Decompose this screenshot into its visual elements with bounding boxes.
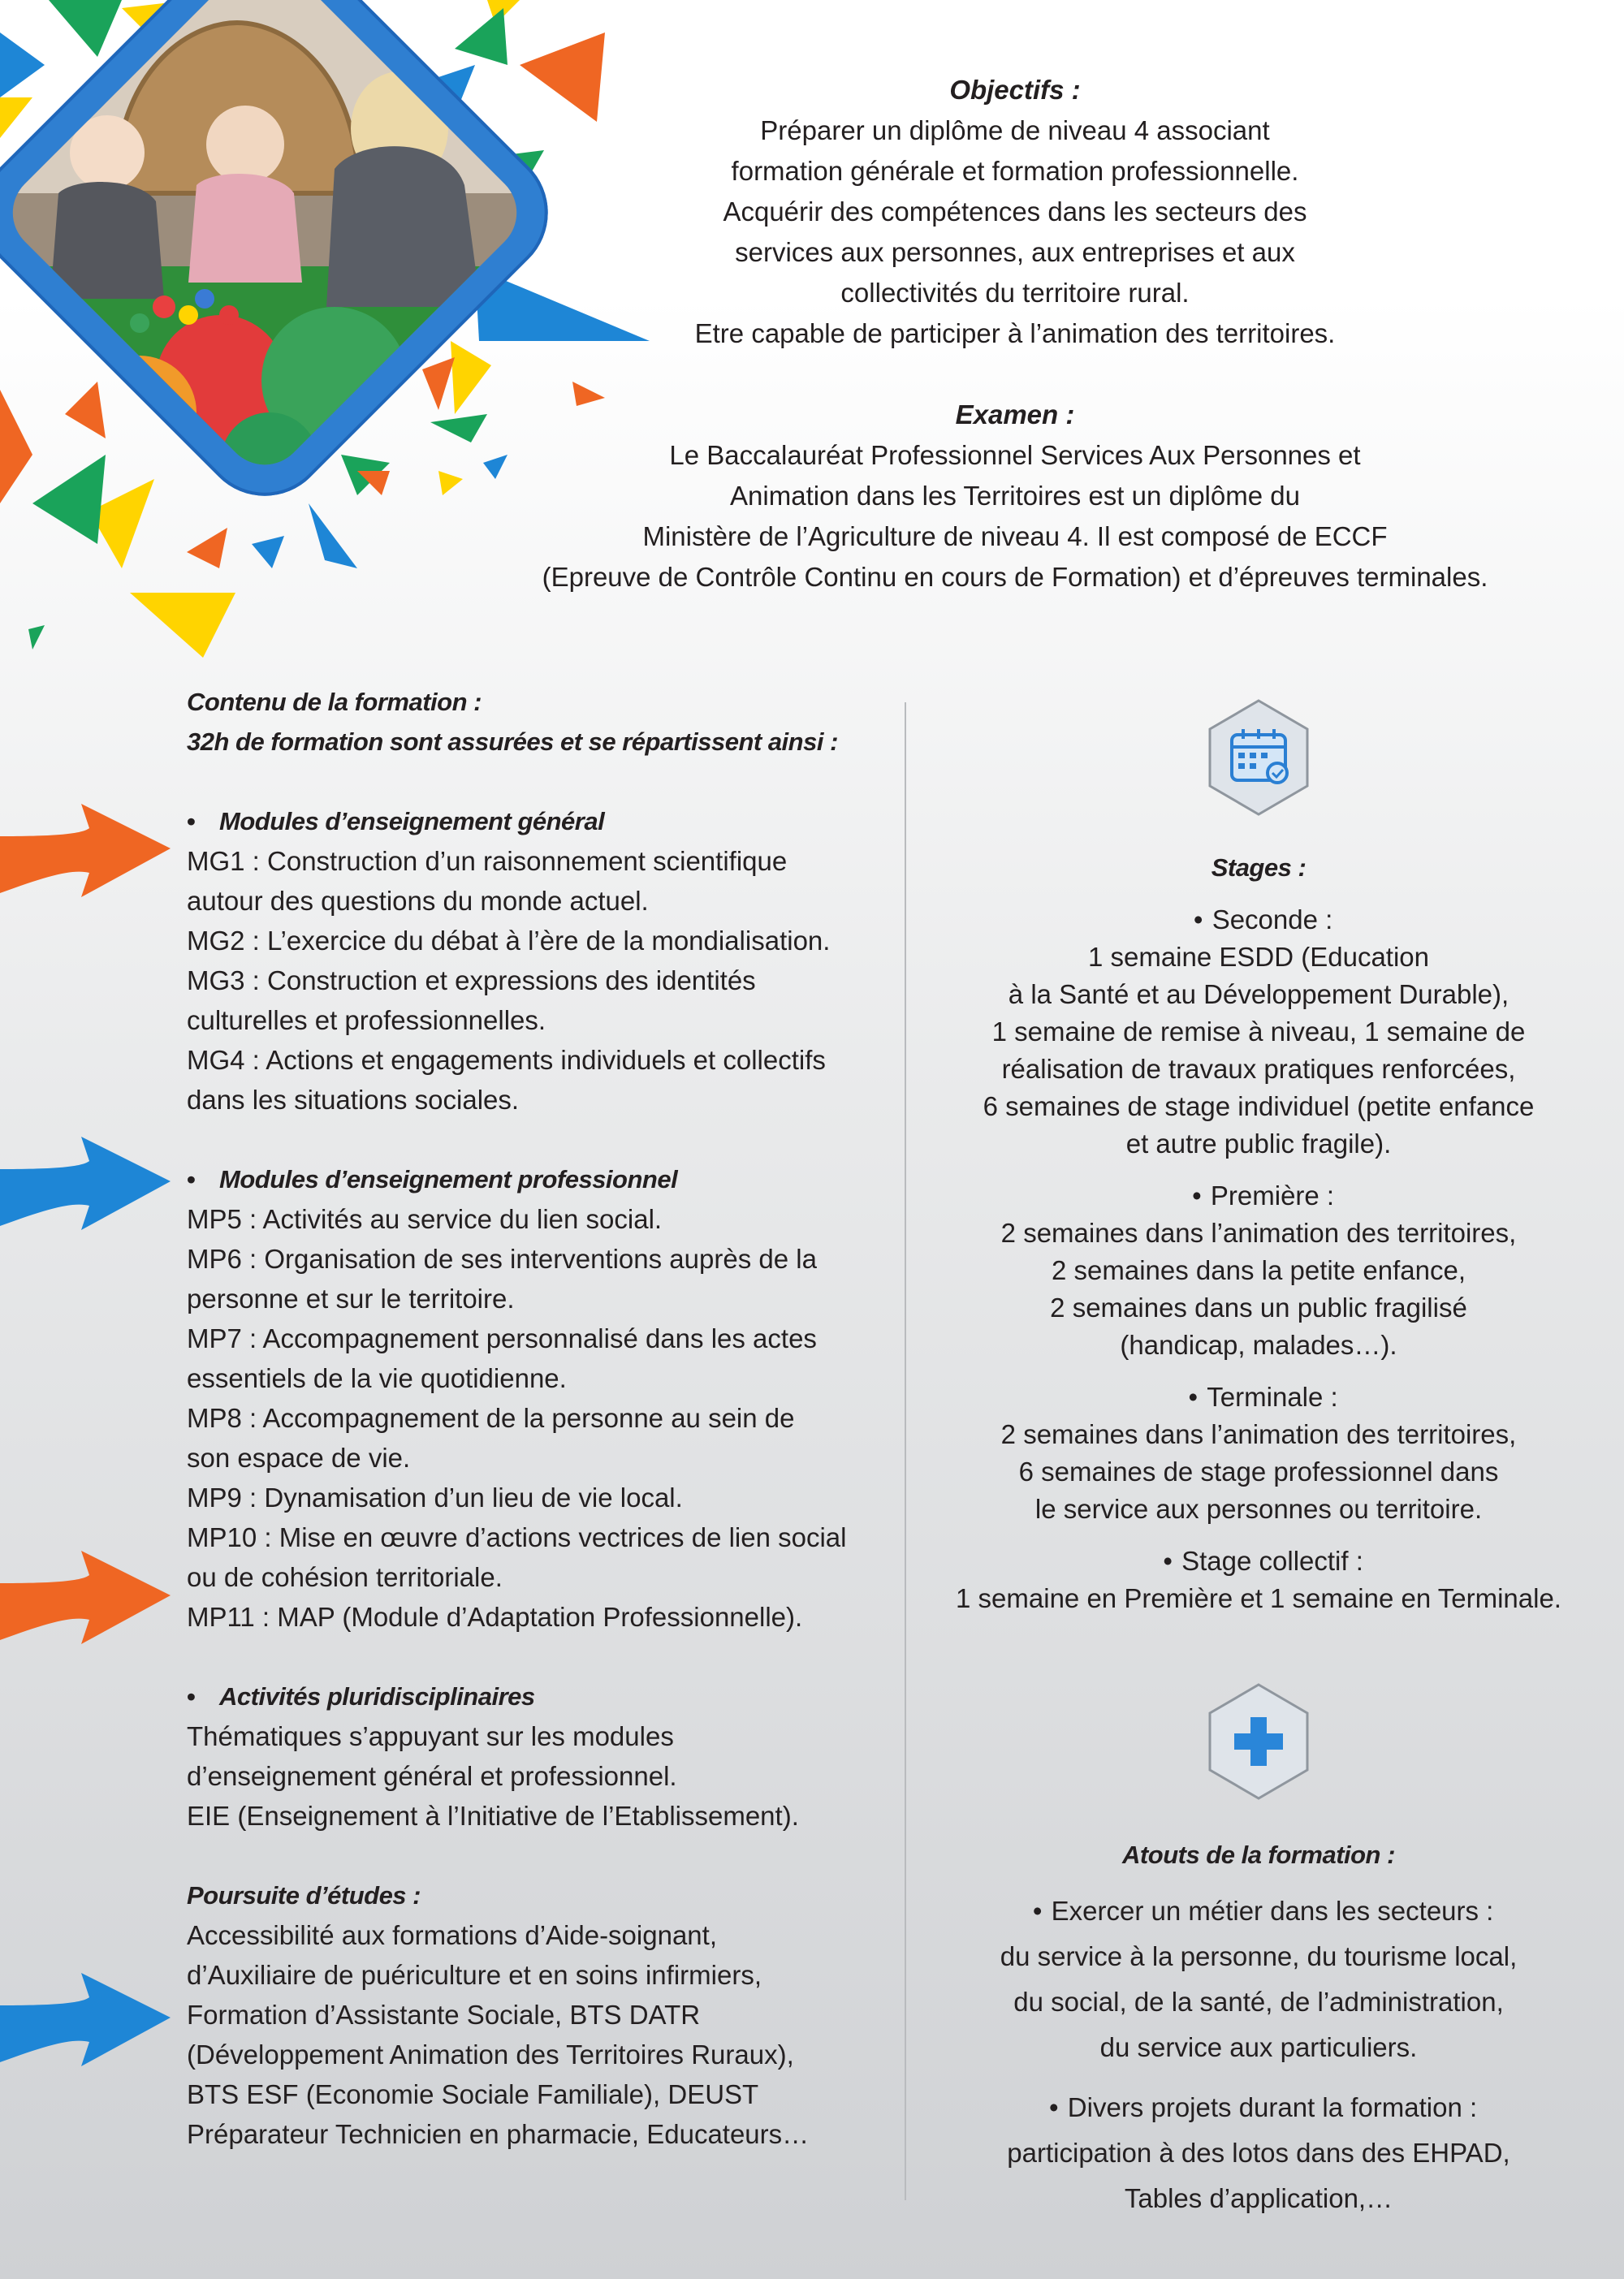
pluri-activities xyxy=(187,1677,901,1836)
atouts-line: participation à des lotos dans des EHPAD, xyxy=(1007,2138,1510,2168)
general-modules xyxy=(187,801,901,1120)
arrow-icon xyxy=(0,1137,187,1234)
objectifs-line: Acquérir des compétences dans les secteurs des xyxy=(723,196,1307,227)
stage-premiere xyxy=(918,1177,1600,1364)
stage-premiere-title: • Première : xyxy=(1192,1181,1335,1211)
poursuite-etudes xyxy=(187,1875,901,2154)
objectifs-line: services aux personnes, aux entreprises et aux xyxy=(735,237,1295,267)
module-line: MP7 : Accompagnement personnalisé dans les actes xyxy=(187,1323,817,1353)
stage-line: 6 semaines de stage individuel (petite enfance xyxy=(983,1091,1535,1121)
stage-line: 2 semaines dans la petite enfance, xyxy=(1051,1255,1466,1285)
atouts-line: Tables d’application,… xyxy=(1124,2183,1393,2213)
module-line: MG4 : Actions et engagements individuels et collectifs xyxy=(187,1045,826,1075)
stage-line: 1 semaine ESDD (Education xyxy=(1087,942,1430,972)
pluri-activities-title: • Activités pluridisciplinaires xyxy=(187,1682,535,1711)
examen-line: Animation dans les Territoires est un diplôme du xyxy=(730,481,1300,511)
objectifs-line: collectivités du territoire rural. xyxy=(840,278,1190,308)
atouts-heading: Atouts de la formation : xyxy=(1122,1841,1395,1869)
stage-line: (handicap, malades…). xyxy=(1120,1330,1397,1360)
poursuite-line: Accessibilité aux formations d’Aide-soignant, xyxy=(187,1920,717,1950)
objectifs-line: Etre capable de participer à l’animation des territoires. xyxy=(694,318,1336,348)
general-modules-title: • Modules d’enseignement général xyxy=(187,807,605,835)
examen-line: Le Baccalauréat Professionnel Services Aux Personnes et xyxy=(669,440,1361,470)
objectifs-line: formation générale et formation professionnelle. xyxy=(731,156,1299,186)
professional-modules xyxy=(187,1159,901,1637)
pluri-line: Thématiques s’appuyant sur les modules xyxy=(187,1721,674,1751)
stage-line: 1 semaine en Première et 1 semaine en Terminale. xyxy=(956,1583,1561,1613)
stage-line: et autre public fragile). xyxy=(1125,1129,1392,1159)
contenu-heading: Contenu de la formation : xyxy=(187,688,482,716)
stage-line: le service aux personnes ou territoire. xyxy=(1034,1494,1483,1524)
stage-collectif-title: • Stage collectif : xyxy=(1163,1546,1363,1576)
stage-line: 6 semaines de stage professionnel dans xyxy=(1018,1457,1499,1487)
examen-heading: Examen : xyxy=(955,399,1075,429)
module-line: ou de cohésion territoriale. xyxy=(187,1562,503,1592)
stage-line: réalisation de travaux pratiques renforcées, xyxy=(1001,1054,1516,1084)
arrow-icon xyxy=(0,804,187,901)
pluri-line: EIE (Enseignement à l’Initiative de l’Etablissement). xyxy=(187,1801,799,1831)
atouts-item-1 xyxy=(918,1888,1600,2070)
objectifs-heading: Objectifs : xyxy=(949,75,1081,105)
module-line: son espace de vie. xyxy=(187,1443,411,1473)
module-line: MP5 : Activités au service du lien social. xyxy=(187,1204,663,1234)
stage-seconde xyxy=(918,901,1600,1163)
arrow-icon xyxy=(0,1973,187,2070)
module-line: MP11 : MAP (Module d’Adaptation Professionnelle). xyxy=(187,1602,803,1632)
atouts-line: du service aux particuliers. xyxy=(1099,2032,1418,2062)
poursuite-line: BTS ESF (Economie Sociale Familiale), DEUST xyxy=(187,2079,759,2109)
module-line: MP9 : Dynamisation d’un lieu de vie local. xyxy=(187,1483,683,1513)
stages-heading: Stages : xyxy=(1211,853,1307,882)
poursuite-heading: Poursuite d’études : xyxy=(187,1881,421,1910)
poursuite-line: Préparateur Technicien en pharmacie, Educateurs… xyxy=(187,2119,810,2149)
stage-terminale xyxy=(918,1379,1600,1528)
module-line: dans les situations sociales. xyxy=(187,1085,520,1115)
module-line: MG2 : L’exercice du débat à l’ère de la mondialisation. xyxy=(187,926,831,956)
module-line: essentiels de la vie quotidienne. xyxy=(187,1363,567,1393)
examen-line: (Epreuve de Contrôle Continu en cours de Formation) et d’épreuves terminales. xyxy=(542,562,1488,592)
stage-line: 2 semaines dans un public fragilisé xyxy=(1050,1293,1467,1323)
professional-modules-title: • Modules d’enseignement professionnel xyxy=(187,1165,678,1193)
poursuite-line: (Développement Animation des Territoires Ruraux), xyxy=(187,2039,794,2070)
module-line: culturelles et professionnelles. xyxy=(187,1005,546,1035)
contenu-heading-block xyxy=(187,682,901,762)
intro-section xyxy=(455,70,1575,598)
contenu-subheading: 32h de formation sont assurées et se répartissent ainsi : xyxy=(187,727,838,756)
stage-line: 2 semaines dans l’animation des territoires, xyxy=(1000,1419,1517,1449)
stage-terminale-title: • Terminale : xyxy=(1188,1382,1338,1412)
objectifs-line: Préparer un diplôme de niveau 4 associant xyxy=(760,115,1270,145)
atouts-item-title: • Exercer un métier dans les secteurs : xyxy=(1032,1896,1494,1926)
poursuite-line: Formation d’Assistante Sociale, BTS DATR xyxy=(187,2000,701,2030)
module-line: personne et sur le territoire. xyxy=(187,1284,515,1314)
right-column xyxy=(918,698,1600,2221)
module-line: MP8 : Accompagnement de la personne au sein de xyxy=(187,1403,795,1433)
calendar-icon xyxy=(1206,698,1311,817)
pluri-line: d’enseignement général et professionnel. xyxy=(187,1761,677,1791)
module-line: autour des questions du monde actuel. xyxy=(187,886,649,916)
examen-line: Ministère de l’Agriculture de niveau 4. Il est composé de ECCF xyxy=(642,521,1388,551)
atouts-line: du service à la personne, du tourisme local, xyxy=(1000,1941,1518,1971)
plus-icon xyxy=(1206,1682,1311,1801)
poursuite-line: d’Auxiliaire de puériculture et en soins infirmiers, xyxy=(187,1960,762,1990)
module-line: MG1 : Construction d’un raisonnement scientifique xyxy=(187,846,788,876)
module-line: MP10 : Mise en œuvre d’actions vectrices de lien social xyxy=(187,1522,847,1552)
stage-seconde-title: • Seconde : xyxy=(1193,904,1333,934)
stage-line: à la Santé et au Développement Durable), xyxy=(1008,979,1510,1009)
arrow-icon xyxy=(0,1551,187,1648)
module-line: MG3 : Construction et expressions des identités xyxy=(187,965,756,995)
module-line: MP6 : Organisation de ses interventions auprès de la xyxy=(187,1244,817,1274)
column-divider xyxy=(905,702,906,2200)
atouts-line: du social, de la santé, de l’administration, xyxy=(1013,1987,1504,2017)
stage-line: 2 semaines dans l’animation des territoires, xyxy=(1000,1218,1517,1248)
left-column xyxy=(187,682,901,2194)
stage-collectif xyxy=(918,1543,1600,1617)
atouts-item-title: • Divers projets durant la formation : xyxy=(1049,2092,1478,2122)
atouts-item-2 xyxy=(918,2085,1600,2221)
stage-line: 1 semaine de remise à niveau, 1 semaine de xyxy=(991,1016,1526,1047)
